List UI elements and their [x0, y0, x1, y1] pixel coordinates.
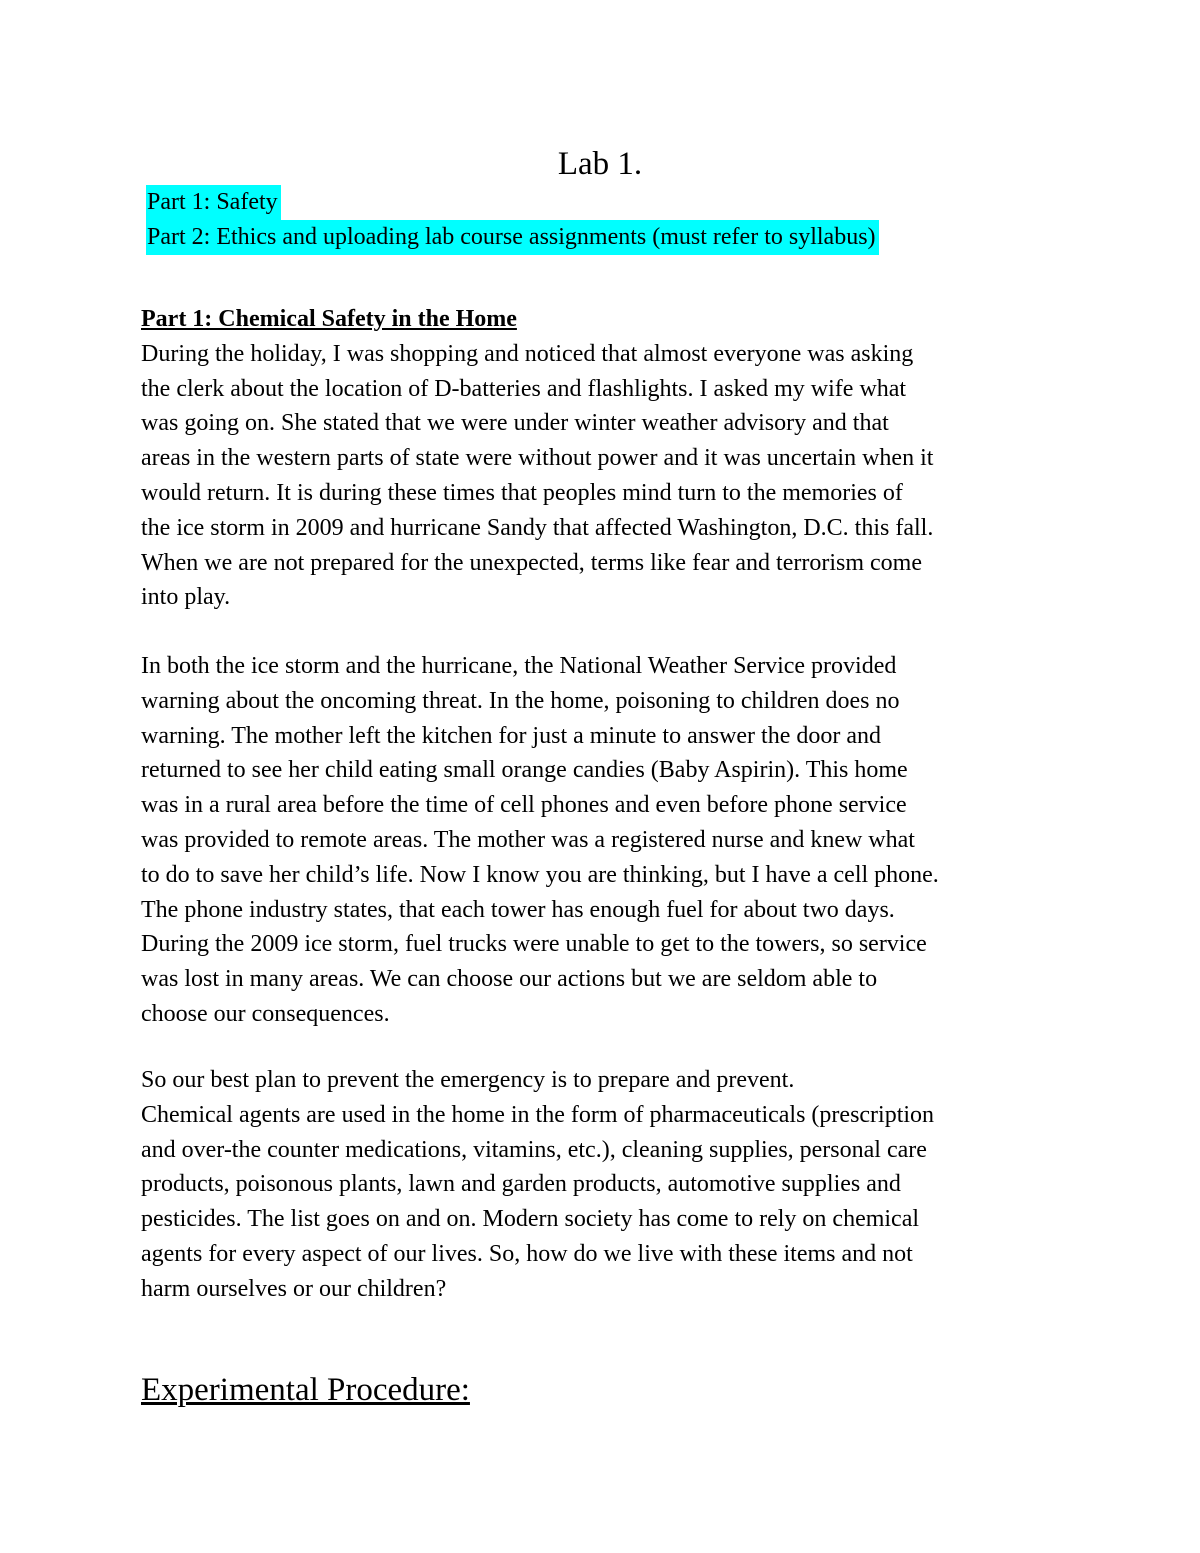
paragraph-holiday — [141, 337, 1071, 615]
text-line: pesticides. The list goes on and on. Modern society has come to rely on chemical — [141, 1206, 920, 1233]
section-heading: Part 1: Chemical Safety in the Home — [141, 306, 517, 332]
text-line: So our best plan to prevent the emergency is to prepare and prevent. — [141, 1067, 795, 1093]
highlight-part-2: Part 2: Ethics and uploading lab course assignments (must refer to syllabus) — [146, 220, 879, 255]
text-line: warning about the oncoming threat. In the home, poisoning to children does no — [141, 687, 900, 714]
text-line: the clerk about the location of D-batteries and flashlights. I asked my wife what — [141, 375, 907, 402]
section-poisoning — [141, 649, 1071, 1032]
text-line: areas in the western parts of state were without power and it was uncertain when it — [141, 445, 934, 472]
text-line: the ice storm in 2009 and hurricane Sandy that affected Washington, D.C. this fall. — [141, 514, 934, 541]
text-line: was in a rural area before the time of cell phones and even before phone service — [141, 792, 907, 819]
paragraph-poisoning — [141, 649, 1071, 1032]
paragraph-prevention — [141, 1063, 1071, 1307]
text-line: would return. It is during these times that peoples mind turn to the memories of — [141, 479, 903, 506]
text-line: was going on. She stated that we were under winter weather advisory and that — [141, 410, 889, 437]
text-line: During the holiday, I was shopping and noticed that almost everyone was asking — [141, 340, 914, 367]
section-prevention — [141, 1063, 1071, 1307]
text-line: and over-the counter medications, vitamins, etc.), cleaning supplies, personal care — [141, 1136, 927, 1163]
text-line: to do to save her child’s life. Now I know you are thinking, but I have a cell phone. — [141, 861, 939, 888]
text-line: into play. — [141, 584, 231, 611]
text-line: was lost in many areas. We can choose our actions but we are seldom able to — [141, 966, 878, 993]
highlighted-parts-list — [146, 185, 879, 255]
text-line: Chemical agents are used in the home in the form of pharmaceuticals (prescription — [141, 1101, 935, 1128]
text-line: In both the ice storm and the hurricane, the National Weather Service provided — [141, 653, 897, 679]
text-line: returned to see her child eating small orange candies (Baby Aspirin). This home — [141, 757, 908, 784]
highlight-part-1: Part 1: Safety — [146, 185, 281, 220]
text-line: The phone industry states, that each tower has enough fuel for about two days. — [141, 896, 895, 923]
text-line: agents for every aspect of our lives. So, how do we live with these items and not — [141, 1240, 913, 1267]
document-title: Lab 1. — [557, 146, 643, 182]
section-chemical-safety — [141, 302, 1071, 615]
text-line: products, poisonous plants, lawn and garden products, automotive supplies and — [141, 1171, 901, 1198]
text-line: choose our consequences. — [141, 1000, 390, 1027]
text-line: warning. The mother left the kitchen for just a minute to answer the door and — [141, 722, 882, 749]
text-line: During the 2009 ice storm, fuel trucks were unable to get to the towers, so service — [141, 931, 927, 958]
text-line: harm ourselves or our children? — [141, 1275, 447, 1302]
text-line: was provided to remote areas. The mother was a registered nurse and knew what — [141, 826, 915, 853]
experimental-procedure-heading: Experimental Procedure: — [141, 1372, 470, 1408]
text-line: When we are not prepared for the unexpected, terms like fear and terrorism come — [141, 549, 922, 576]
